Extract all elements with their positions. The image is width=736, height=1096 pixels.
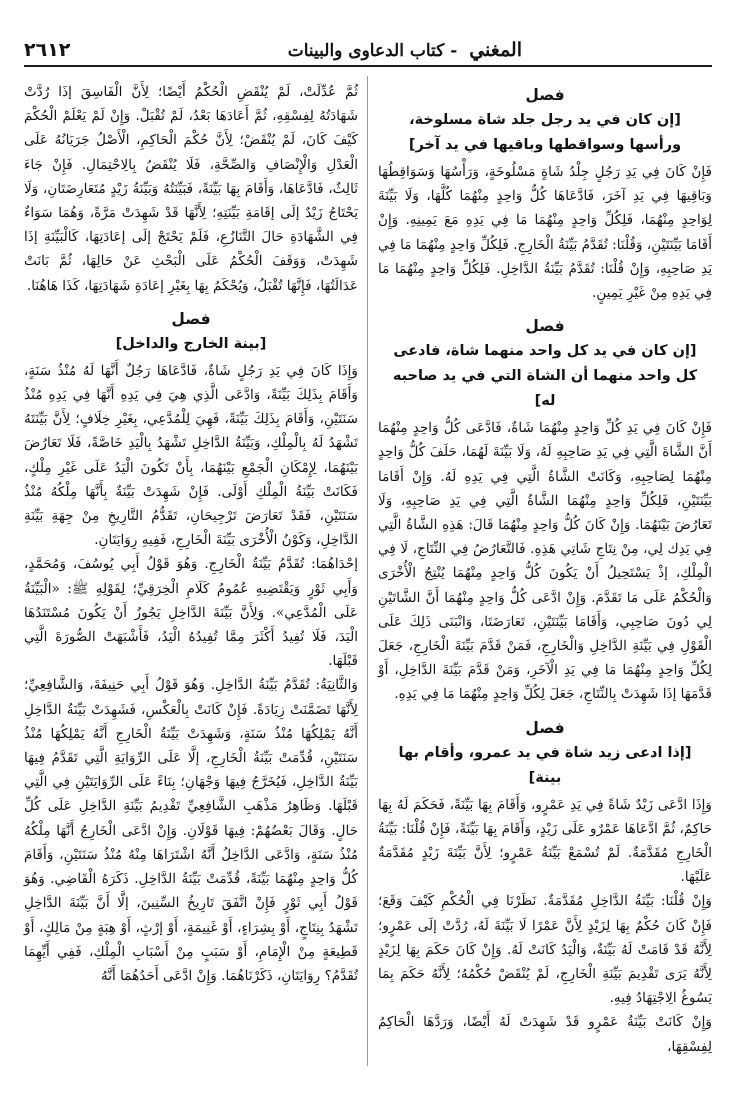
left-column [24,80,358,988]
paragraph: فَإِنْ كَانَ فِي يَدِ رَجُلٍ جِلْدُ شَاةٍ مَسْلُوخَةٍ، وَرَأْسُهَا وَسَوَاقِطُهَا وَبَاقِيهَا فِي يَدِ آخَرَ، فَادَّعَاهَا كُلُّ وَاحِدٍ مِنْهُمَا كُلَّهَا، وَلَا بَيِّنَةَ لِوَاحِدٍ مِنْهُمَا، فَلِكُلِّ وَاحِدٍ مِنْهُمَا مَا فِي يَدِهِ مَعَ يَمِينِهِ. وَإِنْ أَقَامَا بَيِّنَتَيْنِ، وَقُلْنَا: تُقَدَّمُ بَيِّنَةُ الْخَارِجِ. فَلِكُلِّ وَاحِدٍ مِنْهُمَا مَا فِي يَدِ صَاحِبِهِ، وَإِنْ قُلْنَا: تُقَدَّمُ بَيِّنَةُ الدَّاخِلِ. فَلِكُلِّ وَاحِدٍ مِنْهُمَا مَا فِي يَدِهِ مِنْ غَيْرِ يَمِينٍ. [378,164,712,302]
page-number: ٢٦١٢ [24,39,71,61]
section-title: فصل [525,86,565,104]
section-title: فصل [525,718,565,737]
section-title: فصل [171,309,211,328]
book-title: المغني [469,39,522,61]
paragraph: وَإِذَا كَانَ فِي يَدِ رَجُلٍ شَاةٌ، فَادَّعَاهَا رَجُلٌ أَنَّهَا لَهُ مُنْذُ سَنَةٍ، وَأَقَامَ بِذَلِكَ بَيِّنَةً، وَادَّعَى الَّذِي هِيَ فِي يَدِهِ أَنَّهَا فِي يَدِهِ مُنْذُ سَنَتَيْنِ، وَأَقَامَ بِذَلِكَ بَيِّنَةً، فَهِيَ لِلْمُدَّعِي، بِغَيْرِ خِلَافٍ؛ لِأَنَّ بَيِّنَتَهُ تَشْهَدُ لَهُ بِالْمِلْكِ، وَبَيِّنَةُ الدَّاخِلِ تَشْهَدُ بِالْيَدِ خَاصَّةً، فَلَا تَعَارُضَ بَيْنَهُمَا، لِإِمْكَانِ الْجَمْعِ بَيْنَهُمَا، بِأَنْ تَكُونَ الْيَدُ عَلَى غَيْرِ مِلْكٍ، فَكَانَتْ بَيِّنَةُ الْمِلْكِ أَوْلَى. فَإِنْ شَهِدَتْ بَيِّنَةٌ بِأَنَّهَا مِلْكُهُ مُنْذُ سَنَتَيْنِ، فَقَدْ تَعَارَضَ تَرْجِيحَانِ، تَقَدُّمُ التَّارِيخِ مِنْ جِهَةِ بَيِّنَةِ الدَّاخِلِ، وَكَوْنُ الْأُخْرَى بَيِّنَةَ الْخَارِجِ، فَفِيهِ رِوَايَتَانِ. [24,362,358,549]
section-heading: [إن كان في يد كل واحد منهما شاة، فادعى كل واحد منهما أن الشاة التي في يد صاحبه له] [392,343,698,410]
section-title: فصل [525,317,565,336]
right-column [378,80,712,1059]
paragraph: وَإِنْ قُلْنَا: بَيِّنَةُ الدَّاخِلِ مُقَدَّمَةٌ. نَظَرْنَا فِي الْحُكْمِ كَيْفَ وَقَعَ؛ فَإِنْ كَانَ حُكْمٌ بِهَا لِزَيْدٍ لِأَنَّ عَمْرًا لَا بَيِّنَةَ لَهُ، رُدَّتْ إلَى عَمْرٍو؛ لِأَنَّهُ قَدْ قَامَتْ لَهُ بَيِّنَةٌ، وَالْيَدُ كَانَتْ لَهُ. وَإِنْ كَانَ حَكَمَ بِهَا لِزَيْدٍ لِأَنَّهُ يَرَى تَقْدِيمَ بَيِّنَةِ الْخَارِجِ، لَمْ يُنْقَضْ حُكْمُهُ؛ لِأَنَّهُ حَكَمَ بِمَا يَسُوغُ الِاجْتِهَادُ فِيهِ. [378,893,712,1007]
section-heading: [إن كان في يد رجل جلد شاة مسلوخة، ورأسها وسواقطها وباقيها في يد آخر] [408,112,682,153]
paragraph: فَإِنْ كَانَ فِي يَدِ كُلِّ وَاحِدٍ مِنْهُمَا شَاةٌ، فَادَّعَى كُلُّ وَاحِدٍ مِنْهُمَا أَنَّ الشَّاةَ الَّتِي فِي يَدِ صَاحِبِهِ لَهُ، وَلَا بَيِّنَةَ لَهُمَا، حَلَفَ كُلُّ وَاحِدٍ مِنْهُمَا لِصَاحِبِهِ، وَكَانَتْ الشَّاةُ الَّتِي فِي يَدِهِ لَهُ. وَإِنْ أَقَامَا بَيِّنَتَيْنِ، فَلِكُلِّ وَاحِدٍ مِنْهُمَا الشَّاةُ الَّتِي فِي يَدِ صَاحِبِهِ، وَلَا تَعَارُضَ بَيْنَهُمَا. وَإِنْ كَانَ كُلُّ وَاحِدٍ مِنْهُمَا قَالَ: هَذِهِ الشَّاةُ الَّتِي فِي يَدِك لِي، مِنْ نِتَاجِ شَاتِي هَذِهِ. فَالتَّعَارُضُ فِي النِّتَاجِ، لَا فِي الْمِلْكِ، إذْ يَسْتَحِيلُ أَنْ يَكُونَ كُلُّ وَاحِدٍ مِنْهُمَا يُنْتِجُ الْأُخْرَى وَالْحُكْمُ عَلَى مَا تَقَدَّمَ. وَإِنْ ادَّعَى كُلُّ وَاحِدٍ مِنْهُمَا أَنَّ الشَّاتَيْنِ لِي دُونَ صَاحِبِي، وَأَقَامَا بَيِّنَتَيْنِ، تَعَارَضَتَا، وَانْبَنَى ذَلِكَ عَلَى الْقَوْلِ فِي بَيِّنَةِ الدَّاخِلِ وَالْخَارِجِ، فَمَنْ قَدَّمَ بَيِّنَةَ الْخَارِجِ، جَعَلَ لِكُلِّ وَاحِدٍ مِنْهُمَا مَا فِي يَدِ الْآخَرِ، وَمَنْ قَدَّمَ بَيِّنَةَ الدَّاخِلِ، أَوْ قَدَّمَهَا إذَا شَهِدَتْ بِالنِّتَاجِ، جَعَلَ لِكُلِّ وَاحِدٍ مِنْهُمَا مَا فِي يَدِهِ. [378,420,712,703]
section-heading: [بينة الخارج والداخل] [115,335,267,352]
paragraph: إحْدَاهُمَا: تُقَدَّمُ بَيِّنَةُ الْخَارِجِ. وَهُوَ قَوْلُ أَبِي يُوسُفَ، وَمُحَمَّدٍ، وَأَبِي ثَوْرٍ وَيَقْتَضِيهِ عُمُومُ كَلَامِ الْخِرَقِيِّ؛ لِقَوْلِهِ ﷺ: «الْبَيِّنَةُ عَلَى الْمُدَّعِي». وَلِأَنَّ بَيِّنَةَ الدَّاخِلِ يَجُوزُ أَنْ يَكُونَ مُسْتَنَدُهَا الْيَدَ، فَلَا تُفِيدُ أَكْثَرَ مِمَّا تُفِيدُهُ الْيَدُ، فَأَشْبَهَتْ الصُّورَةَ الَّتِي قَبْلَهَا. [24,556,358,670]
section-heading: [إذا ادعى زيد شاة في يد عمرو، وأقام بها بينة] [398,744,692,786]
chapter-title: كتاب الدعاوى والبينات [287,41,445,61]
paragraph: وَالثَّانِيَةُ: تُقَدَّمُ بَيِّنَةُ الدَّاخِلِ. وَهُوَ قَوْلُ أَبِي حَنِيفَةَ، وَالشَّافِعِيِّ؛ لِأَنَّهَا تَضَمَّنَتْ زِيَادَةً. فَإِنْ كَانَتْ بِالْعَكْسِ، فَشَهِدَتْ بَيِّنَةُ الدَّاخِلِ أَنَّهُ يَمْلِكُهَا مُنْذُ سَنَةٍ، وَشَهِدَتْ بَيِّنَةُ الْخَارِجِ أَنَّهُ يَمْلِكُهَا مُنْذُ سَنَتَيْنِ، قُدِّمَتْ بَيِّنَةُ الْخَارِجِ، إلَّا عَلَى الرِّوَايَةِ الَّتِي تَقَدَّمُ فِيهَا بَيِّنَةُ الدَّاخِلِ، فَيُخَرَّجُ فِيهَا وَجْهَانِ؛ بِنَاءً عَلَى الرِّوَايَتَيْنِ فِي الَّتِي قَبْلَهَا. وَظَاهِرُ مَذْهَبِ الشَّافِعِيِّ تَقْدِيمُ بَيِّنَةِ الدَّاخِلِ عَلَى كُلِّ حَالٍ. وَقَالَ بَعْضُهُمْ: فِيهَا قَوْلَانِ. وَإِنْ ادَّعَى الْخَارِجُ أَنَّهَا مِلْكُهُ مُنْذُ سَنَةٍ، وَادَّعَى الدَّاخِلُ أَنَّهُ اشْتَرَاهَا مِنْهُ مُنْذُ سَنَتَيْنِ، وَأَقَامَ كُلُّ وَاحِدٍ مِنْهُمَا بَيِّنَةً، قُدِّمَتْ بَيِّنَةُ الدَّاخِلِ. ذَكَرَهُ الْقَاضِي. وَهُوَ قَوْلُ أَبِي ثَوْرٍ فَإِنْ اتَّفَقَ تَارِيخُ السِّنِينَ، إلَّا أَنَّ بَيِّنَةَ الدَّاخِلِ تَشْهَدُ بِنِتَاجٍ، أَوْ بِشِرَاءٍ، أَوْ غَنِيمَةٍ، أَوْ إرْثٍ، أَوْ هِبَةٍ مِنْ مَالِكٍ، أَوْ قَطِيعَةٍ مِنْ الْإِمَامِ، أَوْ سَبَبٍ مِنْ أَسْبَابِ الْمِلْكِ، فَفِي أَيِّهِمَا تُقَدَّمُ؟ رِوَايَتَانِ، ذَكَرْنَاهُمَا. وَإِنْ ادَّعَى أَحَدُهُمَا أَنَّهُ [24,677,358,984]
paragraph: وَإِنْ كَانَتْ بَيِّنَةُ عَمْرٍو قَدْ شَهِدَتْ لَهُ أَيْضًا، وَرَدَّهَا الْحَاكِمُ لِفِسْقِهَا، [378,1014,712,1055]
running-title: المغني - كتاب الدعاوى والبينات [287,39,522,61]
column-divider [367,76,368,1066]
paragraph: ثُمَّ عُدِّلَتْ، لَمْ يُنْقَضِ الْحُكْمُ أَيْضًا؛ لِأَنَّ الْفَاسِقَ إذَا رُدَّتْ شَهَادَتُهُ لِفِسْقِهِ، ثُمَّ أَعَادَهَا بَعْدُ، لَمْ تُقْبَلْ. وَإِنْ لَمْ يَعْلَمْ الْحُكْمَ كَيْفَ كَانَ، لَمْ يُنْقَضْ؛ لِأَنَّ حُكْمَ الْحَاكِمِ، الْأَصْلُ جَرَيَانُهُ عَلَى الْعَدْلِ وَالْإِنْصَافِ وَالصِّحَّةِ، فَلَا يُنْقَضُ بِالِاحْتِمَالِ. فَإِنْ جَاءَ ثَالِثٌ، فَادَّعَاهَا، وَأَقَامَ بِهَا بَيِّنَةً، فَبَيِّنَتُهُ وَبَيِّنَةُ زَيْدٍ مُتَعَارِضَتَانِ، وَلَا يَحْتَاجُ زَيْدٌ إلَى إقَامَةِ بَيِّنَتِهِ؛ لِأَنَّهَا قَدْ شَهِدَتْ مَرَّةً، وَهُمَا سَوَاءٌ فِي الشَّهَادَةِ حَالَ التَّنَازُعِ، فَلَمْ يَحْتَجْ إلَى إعَادَتِهَا، كَالْبَيِّنَةِ إذَا شَهِدَتْ، وَوَقَفَ الْحُكْمُ عَلَى الْبَحْثِ عَنْ حَالِهَا، ثُمَّ بَانَتْ عَدَالَتُهَا، فَإِنَّهَا تُقْبَلُ، وَيُحْكَمُ بِهَا بِغَيْرِ إعَادَةِ شَهَادَتِهَا، كَذَا هَاهُنَا. [24,84,358,294]
paragraph: وَإِذَا ادَّعَى زَيْدٌ شَاةً فِي يَدِ عَمْرٍو، وَأَقَامَ بِهَا بَيِّنَةً، فَحَكَمَ لَهُ بِهَا حَاكِمٌ، ثُمَّ ادَّعَاهَا عَمْرٌو عَلَى زَيْدٍ، وَأَقَامَ بِهَا بَيِّنَةً، فَإِنْ قُلْنَا: بَيِّنَةُ الْخَارِجِ مُقَدَّمَةٌ. لَمْ تُسْمَعْ بَيِّنَةُ عَمْرٍو؛ لِأَنَّ بَيِّنَةَ زَيْدٍ مُقَدَّمَةٌ عَلَيْهَا. [378,796,712,886]
page-header [24,37,712,67]
